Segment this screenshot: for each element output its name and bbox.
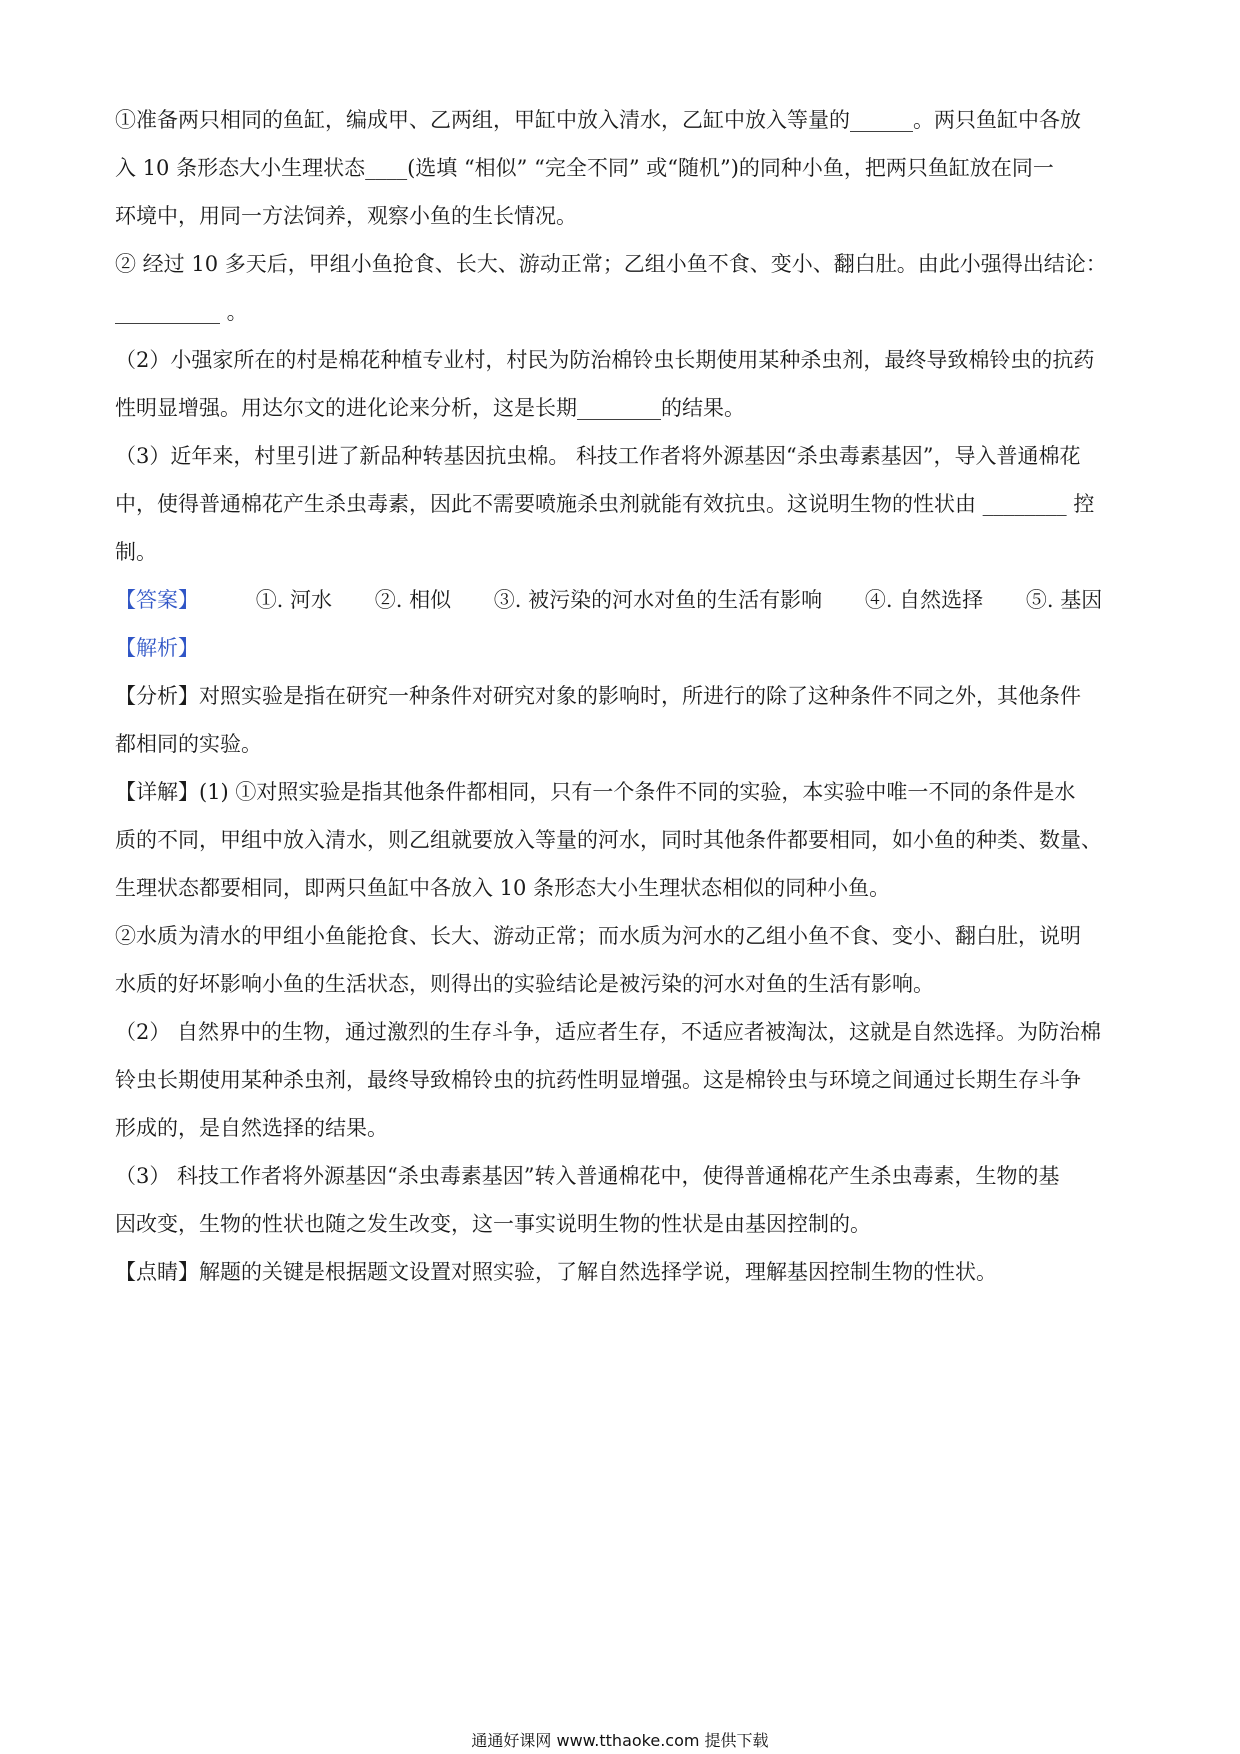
question-line: __________ 。 [115, 300, 248, 324]
question-line: ② 经过 10 多天后，甲组小鱼抢食、长大、游动正常；乙组小鱼不食、变小、翻白肚。由此小强得出结论： [115, 252, 1107, 276]
question-line: 环境中，用同一方法饲养，观察小鱼的生长情况。 [115, 204, 577, 228]
question-line: 入 10 条形态大小生理状态____(选填 “相似” “完全不同” 或“随机”)的同种小鱼，把两只鱼缸放在同一 [115, 156, 1054, 180]
xiangjie-line: 生理状态都要相同，即两只鱼缸中各放入 10 条形态大小生理状态相似的同种小鱼。 [115, 876, 891, 900]
question-line: 中，使得普通棉花产生杀虫毒素，因此不需要喷施杀虫剂就能有效抗虫。这说明生物的性状由 ________ 控 [115, 492, 1095, 516]
xiangjie-line: 形成的，是自然选择的结果。 [115, 1116, 388, 1140]
answer-line [115, 576, 1135, 624]
dianjing-line [115, 1248, 1135, 1296]
xiangjie-line: （3） 科技工作者将外源基因“杀虫毒素基因”转入普通棉花中，使得普通棉花产生杀虫毒素，生物的基 [115, 1164, 1060, 1188]
question-line: （3）近年来，村里引进了新品种转基因抗虫棉。 科技工作者将外源基因“杀虫毒素基因”，导入普通棉花 [115, 444, 1081, 468]
footer-watermark: 通通好课网 www.tthaoke.com 提供下载 [471, 1731, 769, 1750]
dianjing-text: 解题的关键是根据题文设置对照实验，了解自然选择学说，理解基因控制生物的性状。 [199, 1260, 997, 1284]
xiangjie-line: （2） 自然界中的生物，通过激烈的生存斗争，适应者生存，不适应者被淘汰，这就是自然选择。为防治棉 [115, 1020, 1102, 1044]
fenxi-label: 【分析】 [115, 684, 199, 708]
xiangjie-text: (1) ①对照实验是指其他条件都相同，只有一个条件不同的实验，本实验中唯一不同的条件是水 [199, 780, 1076, 804]
fenxi-text: 对照实验是指在研究一种条件对研究对象的影响时，所进行的除了这种条件不同之外，其他条件 [199, 684, 1081, 708]
dianjing-label: 【点睛】 [115, 1260, 199, 1284]
fenxi-line [115, 672, 1135, 720]
answer-label: 【答案】 [115, 588, 199, 612]
document-content [115, 96, 1135, 1296]
question-section [115, 96, 1135, 576]
question-line: 制。 [115, 540, 157, 564]
xiangjie-line: 水质的好坏影响小鱼的生活状态，则得出的实验结论是被污染的河水对鱼的生活有影响。 [115, 972, 934, 996]
xiangjie-label: 【详解】 [115, 780, 199, 804]
answer-item: ⑤. 基因 [1025, 588, 1103, 612]
xiangjie-line: 质的不同，甲组中放入清水，则乙组就要放入等量的河水，同时其他条件都要相同，如小鱼的种类、数量、 [115, 828, 1102, 852]
question-line: 性明显增强。用达尔文的进化论来分析，这是长期________的结果。 [115, 396, 745, 420]
answer-item: ④. 自然选择 [864, 588, 984, 612]
answer-item: ③. 被污染的河水对鱼的生活有影响 [493, 588, 823, 612]
answer-item: ②. 相似 [374, 588, 452, 612]
answer-item: ①. 河水 [255, 588, 333, 612]
question-line: ①准备两只相同的鱼缸，编成甲、乙两组，甲缸中放入清水，乙缸中放入等量的______。两只鱼缸中各放 [115, 108, 1081, 132]
analysis-label: 【解析】 [115, 636, 199, 660]
xiangjie-line: 铃虫长期使用某种杀虫剂，最终导致棉铃虫的抗药性明显增强。这是棉铃虫与环境之间通过长期生存斗争 [115, 1068, 1081, 1092]
analysis-heading [115, 624, 1135, 672]
xiangjie-line: ②水质为清水的甲组小鱼能抢食、长大、游动正常；而水质为河水的乙组小鱼不食、变小、翻白肚，说明 [115, 924, 1081, 948]
question-line: （2）小强家所在的村是棉花种植专业村，村民为防治棉铃虫长期使用某种杀虫剂，最终导致棉铃虫的抗药 [115, 348, 1095, 372]
fenxi-line: 都相同的实验。 [115, 732, 262, 756]
xiangjie-line: 因改变，生物的性状也随之发生改变，这一事实说明生物的性状是由基因控制的。 [115, 1212, 871, 1236]
xiangjie-line [115, 768, 1135, 816]
